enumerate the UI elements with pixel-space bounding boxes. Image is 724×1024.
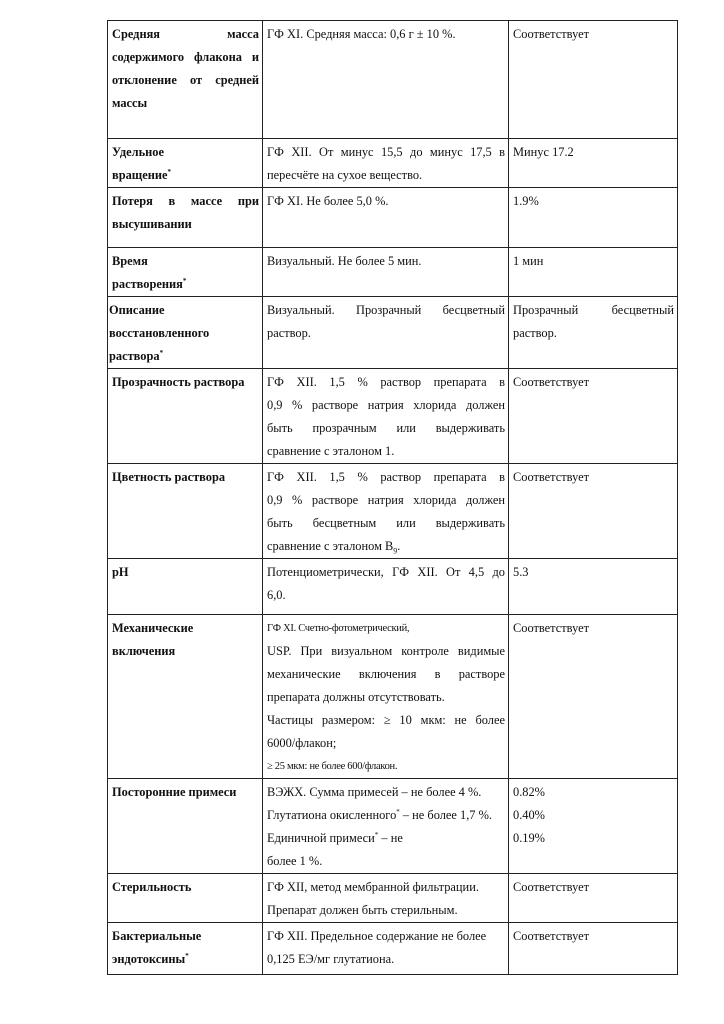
result-cell (509, 923, 678, 975)
method-text: ГФ XII. 1,5 % раствор препарата в (267, 375, 505, 389)
result-cell (509, 188, 678, 248)
parameter-text: Стерильность (112, 880, 192, 894)
result-text: Соответствует (513, 470, 590, 484)
parameter-text: восстановленного (109, 326, 210, 340)
parameter-cell (108, 464, 263, 559)
result-text: Минус 17.2 (513, 145, 574, 159)
parameter-cell (108, 248, 263, 297)
method-text: ГФ XII, метод мембранной фильтрации. (267, 880, 479, 894)
method-text: ГФ XI. Счетно-фотометрический, (267, 623, 410, 634)
method-text: ГФ XI. Средняя масса: 0,6 г ± 10 %. (267, 27, 456, 41)
parameter-cell (108, 139, 263, 188)
method-text: быть прозрачным или выдерживать (267, 421, 505, 435)
result-cell (509, 248, 678, 297)
method-text: 0,9 % растворе натрия хлорида должен (267, 398, 505, 412)
parameter-cell (108, 559, 263, 615)
method-text: Потенциометрически, ГФ XII. От 4,5 до (267, 565, 505, 579)
result-cell (509, 369, 678, 464)
parameter-text: Описание (109, 303, 165, 317)
method-text: сравнение с эталоном В (267, 539, 394, 553)
table-row (108, 21, 678, 139)
method-text: Препарат должен быть стерильным. (267, 903, 458, 917)
result-text: Соответствует (513, 27, 590, 41)
result-text: 0.19% (513, 831, 546, 845)
parameter-cell (108, 923, 263, 975)
parameter-text: высушивании (112, 217, 192, 231)
method-cell (263, 559, 509, 615)
parameter-cell (108, 188, 263, 248)
result-text: Прозрачный бесцветный (513, 303, 674, 317)
method-cell (263, 297, 509, 369)
parameter-text: Прозрачность раствора (112, 375, 245, 389)
result-text: Соответствует (513, 375, 590, 389)
subscript: 9 (393, 546, 398, 556)
method-cell (263, 369, 509, 464)
method-text: Глутатиона окисленного (267, 808, 397, 822)
result-cell (509, 21, 678, 139)
method-text: раствор. (267, 326, 311, 340)
parameter-text: массы (112, 96, 148, 110)
result-text: 1 мин (513, 254, 544, 268)
result-cell (509, 615, 678, 779)
method-text: – не более 1,7 %. (399, 808, 493, 822)
result-text: 5.3 (513, 565, 529, 579)
footnote-mark: * (374, 830, 379, 839)
result-cell (509, 297, 678, 369)
method-text: ВЭЖХ. Сумма примесей – не более 4 %. (267, 785, 482, 799)
method-cell (263, 21, 509, 139)
table-row (108, 923, 678, 975)
result-cell (509, 559, 678, 615)
result-text: 1.9% (513, 194, 539, 208)
result-text: Соответствует (513, 880, 590, 894)
parameter-text: отклонение от средней (112, 73, 259, 87)
table-row (108, 369, 678, 464)
parameter-cell (108, 874, 263, 923)
parameter-text: Время (112, 254, 148, 268)
method-text: ГФ XII. Предельное содержание не более (267, 929, 487, 943)
parameter-text: растворения (112, 277, 183, 291)
result-cell (509, 139, 678, 188)
footnote-mark: * (185, 951, 189, 960)
parameter-text: Средняя масса (112, 27, 259, 41)
result-text: Соответствует (513, 929, 590, 943)
footnote-mark: * (159, 348, 164, 357)
method-text: 6,0. (267, 588, 286, 602)
method-text: более 1 %. (267, 854, 323, 868)
method-text: USP. При визуальном контроле видимые (267, 644, 505, 658)
table-row (108, 779, 678, 874)
method-text: препарата должны отсутствовать. (267, 690, 445, 704)
method-text: ≥ 25 мкм: не более 600/флакон. (267, 761, 398, 772)
result-text: Соответствует (513, 621, 590, 635)
table-row (108, 139, 678, 188)
footnote-mark: * (396, 807, 400, 816)
parameter-text: Посторонние примеси (112, 785, 237, 799)
parameter-cell (108, 21, 263, 139)
table-row (108, 464, 678, 559)
method-text: Визуальный. Прозрачный бесцветный (267, 303, 505, 317)
table-row (108, 297, 678, 369)
method-cell (263, 248, 509, 297)
parameter-cell (108, 615, 263, 779)
method-cell (263, 923, 509, 975)
parameter-cell (108, 297, 263, 369)
parameter-text: Удельное (112, 145, 165, 159)
result-cell (509, 874, 678, 923)
method-text: пересчёте на сухое вещество. (267, 168, 423, 182)
specification-table (107, 20, 678, 975)
parameter-text: вращение (112, 168, 168, 182)
method-cell (263, 779, 509, 874)
parameter-text: Бактериальные (112, 929, 202, 943)
method-cell (263, 139, 509, 188)
result-text: раствор. (513, 326, 557, 340)
result-text: 0.40% (513, 808, 546, 822)
result-cell (509, 779, 678, 874)
parameter-text: эндотоксины (112, 952, 186, 966)
table-row (108, 559, 678, 615)
method-text: ГФ XII. От минус 15,5 до минус 17,5 в (267, 145, 505, 159)
parameter-text: pH (112, 565, 129, 579)
table-row (108, 188, 678, 248)
method-text: – не (378, 831, 403, 845)
method-text: 0,9 % растворе натрия хлорида должен (267, 493, 505, 507)
method-text: сравнение с эталоном 1. (267, 444, 395, 458)
parameter-text: Потеря в массе при (112, 194, 259, 208)
parameter-cell (108, 369, 263, 464)
method-text: 6000/флакон; (267, 736, 337, 750)
parameter-text: включения (112, 644, 176, 658)
result-cell (509, 464, 678, 559)
method-text: быть бесцветным или выдерживать (267, 516, 505, 530)
method-text: Визуальный. Не более 5 мин. (267, 254, 422, 268)
method-text: ГФ XII. 1,5 % раствор препарата в (267, 470, 505, 484)
footnote-mark: * (167, 167, 172, 176)
method-text: 0,125 ЕЭ/мг глутатиона. (267, 952, 395, 966)
method-text: ГФ XI. Не более 5,0 %. (267, 194, 389, 208)
footnote-mark: * (182, 276, 187, 285)
parameter-text: Цветность раствора (112, 470, 226, 484)
method-cell (263, 188, 509, 248)
method-cell (263, 874, 509, 923)
table-row (108, 248, 678, 297)
method-cell (263, 615, 509, 779)
parameter-text: раствора (109, 349, 160, 363)
result-text: 0.82% (513, 785, 546, 799)
method-text: механические включения в растворе (267, 667, 505, 681)
parameter-text: содержимого флакона и (112, 50, 259, 64)
method-text: . (397, 539, 401, 553)
table-row (108, 615, 678, 779)
method-text: Частицы размером: ≥ 10 мкм: не более (267, 713, 505, 727)
parameter-text: Механические (112, 621, 194, 635)
parameter-cell (108, 779, 263, 874)
table-row (108, 874, 678, 923)
method-text: Единичной примеси (267, 831, 375, 845)
method-cell (263, 464, 509, 559)
